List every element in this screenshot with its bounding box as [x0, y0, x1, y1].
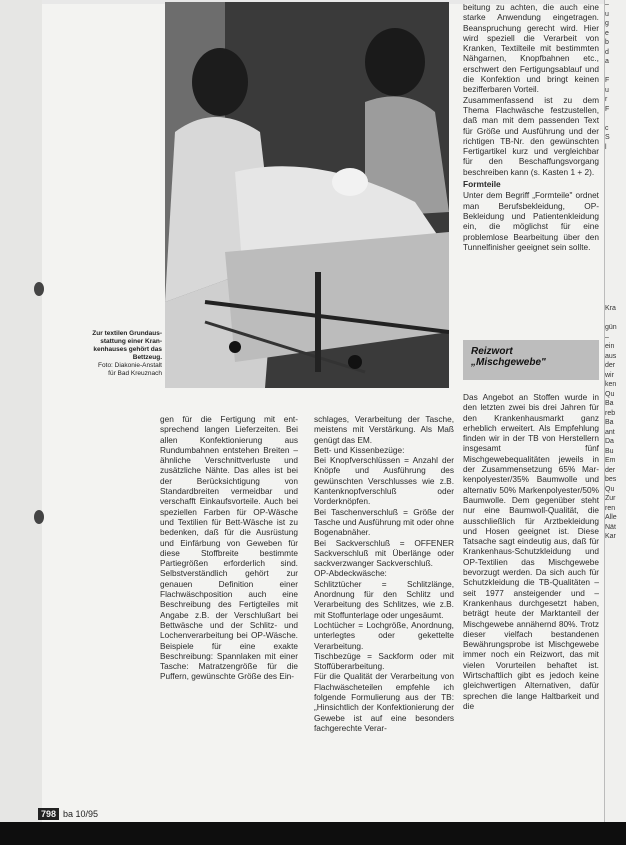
article-paragraph: gen für die Fertigung mit ent-sprechend langen Lieferzeiten. Bei allen Konfektionierung aus Rundumbahnen entstehen Breiten – ähnliche Verschnittverluste und zusätzliche Nähte. Das alles ist bei der Berücksichtigung von Standardbreiten vermeidbar und verschafft Einkaufsvorteile. Auch bei speziellen Farben für OP-Wäsche und Textilien für Bett-Wäsche ist zu bedenken, daß für die Ausrüstung und Einfärbung von Geweben für diese Stoffbreite bestimmte Partiegrößen erforderlich sind. Selbstverständlich gehört zur genauen Definition einer Flachwäschposition auch eine Beschreibung des Fertigteiles mit Angabe z.B. der Verschlußart bei Bettwäsche und der Schlitz- und Lochenverarbeitung bei OP-Wäsche. Beispiele für eine exakte Beschreibung: Spannlaken mit einer Tasche: Matratzengröße für die Puffern, gewünschte Größe des Ein- [160, 414, 298, 682]
article-paragraph: Bei Sackverschluß = OFFENER Sackverschluß mit Überlänge oder sackverzwanger Sackverschluß. [314, 537, 454, 569]
adjacent-page-fragment: F [605, 77, 610, 84]
adjacent-page-fragment [605, 266, 626, 276]
article-paragraph: Lochtücher = Lochgröße, Anordnung, unterlegtes oder gekettelte Verarbeitung. [314, 619, 454, 651]
article-paragraph: Bei Knopfverschlüssen = Anzahl der Knöpfe und Ausführung des gewünschten Verschlusses wie z.B. Kantenknopfverschluß oder Vorderknöpfen. [314, 455, 454, 507]
adjacent-page-fragment: ein [605, 343, 615, 350]
adjacent-page-fragment: Kra [605, 305, 616, 312]
adjacent-page-fragment [605, 190, 626, 200]
adjacent-page-fragment [605, 295, 626, 305]
adjacent-page-fragment [605, 257, 626, 267]
photo-caption [66, 330, 162, 378]
adjacent-page-fragment: Da [605, 438, 614, 445]
adjacent-page-fragment: aus [605, 352, 617, 360]
adjacent-page-fragment: d [605, 48, 609, 56]
adjacent-page-fragment: gün [605, 324, 617, 331]
adjacent-page-fragment [605, 200, 626, 210]
adjacent-page-fragment: bes [605, 476, 617, 483]
binder-hole-icon [34, 510, 44, 524]
adjacent-page-fragment: l [605, 143, 607, 151]
article-paragraph: Unter dem Begriff „Formteile" ordnet man Berufsbekleidung, OP-Bekleidung und Patientenkleidung ein, die möglichst für eine problemlose Bearbeitung über den Tunnelfinisher geeignet sein sollte. [463, 190, 599, 252]
adjacent-page-fragment [605, 67, 626, 77]
scan-left-margin [0, 0, 42, 822]
adjacent-page-fragment: Nät [605, 523, 616, 531]
caption-credit: für Bad Kreuznach [108, 370, 162, 377]
article-paragraph: Bett- und Kissenbezüge: [314, 444, 405, 455]
section-heading-title: Reizwort [471, 346, 513, 357]
article-paragraph: Das Angebot an Stoffen wurde in den letzten zwei bis drei Jahren für den Krankenhausmarkt ganz erheblich erweitert. Als Empfehlung finden wir in der TB von Herstellern insgesamt fünf Mischgewebequalitäten jeweils in der Zusammensetzung 65% Mar-kenpolyester/35% Baumwolle und alternativ 50% Markenpolyester/50% Baumwolle. Dem gegenüber steht nur eine Baumwoll-Qualität, die ausschließlich für Arztbekleidung und Hosen geeignet ist. Diese Tatsache sagt eindeutig aus, daß für Krankenhaus-Schutzkleidung und OP-Textilien das Mischgewebe bevorzugt werden. Da sich auch für Schutzkleidung die TB-Qualitäten – seit 1977 ansteigender und – Krankenhaus durchgesetzt haben, beträgt heute der Marktanteil der Mischgewebe annähernd 80%. Trotz dieser vielfach bestandenen Bewährungsprobe ist Mischgewebe immer noch ein Reizwort, das mit vielen Vorurteilen behaftet ist. Wirtschaftlich gibt es jedoch keine gleichwertigen Alternativen, dafür sprechen die lange Haltbarkeit und die [463, 392, 599, 711]
adjacent-page-fragment: – [605, 1, 609, 8]
article-column-3 [463, 2, 599, 252]
adjacent-page-fragment: Em [605, 457, 616, 464]
adjacent-page-fragment: Ba [605, 400, 614, 407]
adjacent-page-fragment: Qu [605, 390, 615, 398]
adjacent-page-fragment: c [605, 124, 609, 132]
section-heading-subtitle: „Mischgewebe" [471, 357, 546, 368]
adjacent-page-fragment: S [605, 134, 610, 141]
adjacent-page-fragment [605, 276, 626, 286]
adjacent-page-fragment: der [605, 362, 616, 369]
adjacent-page-fragment [605, 162, 626, 172]
issue-label: ba 10/95 [63, 809, 99, 819]
article-paragraph: Für die Qualität der Verarbeitung von Flachwäscheteilen empfehle ich folgende Formulierung aus der TB: „Hinsichtlich der Konfektionierung der Gewebe ist auf eine besonders fachgerechte Verar- [314, 671, 454, 733]
article-column-2 [314, 414, 454, 733]
adjacent-page-fragment: u [605, 86, 609, 94]
adjacent-page-fragment: Alle [605, 514, 617, 521]
adjacent-page-fragment: ken [605, 381, 617, 388]
caption-line: kenhauses gehört das [93, 346, 162, 353]
adjacent-page-fragment: b [605, 39, 609, 46]
adjacent-page-fragment: wir [605, 371, 614, 379]
article-column-3-continued [463, 392, 599, 711]
adjacent-page-fragment: r [605, 96, 608, 103]
adjacent-page-fragment: u [605, 10, 609, 18]
photo-nurses-making-bed [165, 2, 449, 388]
adjacent-page-fragment: Ba [605, 419, 614, 426]
adjacent-page-fragment: e [605, 29, 609, 37]
caption-credit: Foto: Diakonie-Anstalt [98, 362, 162, 369]
article-paragraph: schlages, Verarbeitung der Tasche, meistens mit Verstärkung. Als Maß genügt das EM. [314, 414, 454, 445]
binder-hole-icon [34, 282, 44, 296]
article-paragraph: Bei Taschenverschluß = Größe der Tasche und Ausführung mit oder ohne Bogenabnäher. [314, 506, 454, 538]
adjacent-page-fragment [605, 285, 626, 295]
section-heading-box [463, 340, 599, 380]
adjacent-page-fragment [605, 314, 626, 324]
article-paragraph: OP-Abdeckwäsche: [314, 568, 387, 579]
adjacent-page-fragment: F [605, 105, 610, 113]
adjacent-page-fragment: reb [605, 409, 616, 417]
adjacent-page-fragment: Bu [605, 447, 614, 455]
adjacent-page-fragment: a [605, 58, 609, 65]
article-paragraph: Tischbezüge = Sackform oder mit Stoffüberarbeitung. [314, 650, 454, 672]
adjacent-page-fragment: der [605, 466, 616, 474]
adjacent-page-edge [604, 0, 626, 822]
adjacent-page-fragment: g [605, 20, 609, 27]
caption-line: Zur textilen Grundaus- [92, 330, 162, 337]
photo-illustration [165, 2, 449, 388]
adjacent-page-fragment: – [605, 333, 609, 341]
section-heading: Formteile [463, 179, 501, 190]
adjacent-page-fragment: ren [605, 504, 616, 512]
adjacent-page-fragment [605, 171, 626, 181]
adjacent-page-fragment [605, 114, 626, 124]
adjacent-page-fragment [605, 209, 626, 219]
adjacent-page-fragment: Kar [605, 533, 616, 540]
adjacent-page-fragment: Qu [605, 485, 615, 493]
adjacent-page-fragment [605, 181, 626, 191]
caption-line: stattung einer Kran- [100, 338, 162, 345]
adjacent-page-fragment [605, 247, 626, 257]
page-footer [38, 808, 98, 820]
adjacent-page-fragment: Zur [605, 495, 616, 502]
article-column-1 [160, 414, 298, 682]
article-paragraph: Zusammenfassend ist zu dem Thema Flachwäsche festzustellen, daß man mit dem passenden Text für Größe und Ausführung und der richtigen TB-Nr. den gewünschten Fertigartikel kurz und vergleichbar für den Beschaffungsvorgang beschreiben kann (s. Kasten 1 + 2). [463, 94, 599, 177]
page-number: 798 [38, 808, 59, 820]
adjacent-page-fragment [605, 152, 626, 162]
scan-bottom-shadow [0, 822, 626, 845]
adjacent-page-fragment [605, 238, 626, 248]
adjacent-page-fragment [605, 228, 626, 238]
article-paragraph: Schlitztücher = Schlitzlänge, Anordnung für den Schlitz und Verarbeitung des Schlitzes, wie z.B. mit Stoffunterlage oder ungesäumt. [314, 578, 454, 620]
adjacent-page-fragment [605, 219, 626, 229]
caption-line: Bettzeug. [132, 354, 162, 361]
article-paragraph: beitung zu achten, die auch eine starke Anwendung eingetragen. Beanspruchung gerecht wird. Hier wird speziell die Verarbeit von Kranken, Textilteile mit bestimmten Nähgarnen, Knopfbahnen etc., erschwert den Fertigungsablauf und die Konfektion und bringt keinen bezifferbaren Vorteil. [463, 2, 599, 95]
adjacent-page-fragment: ant [605, 428, 615, 436]
